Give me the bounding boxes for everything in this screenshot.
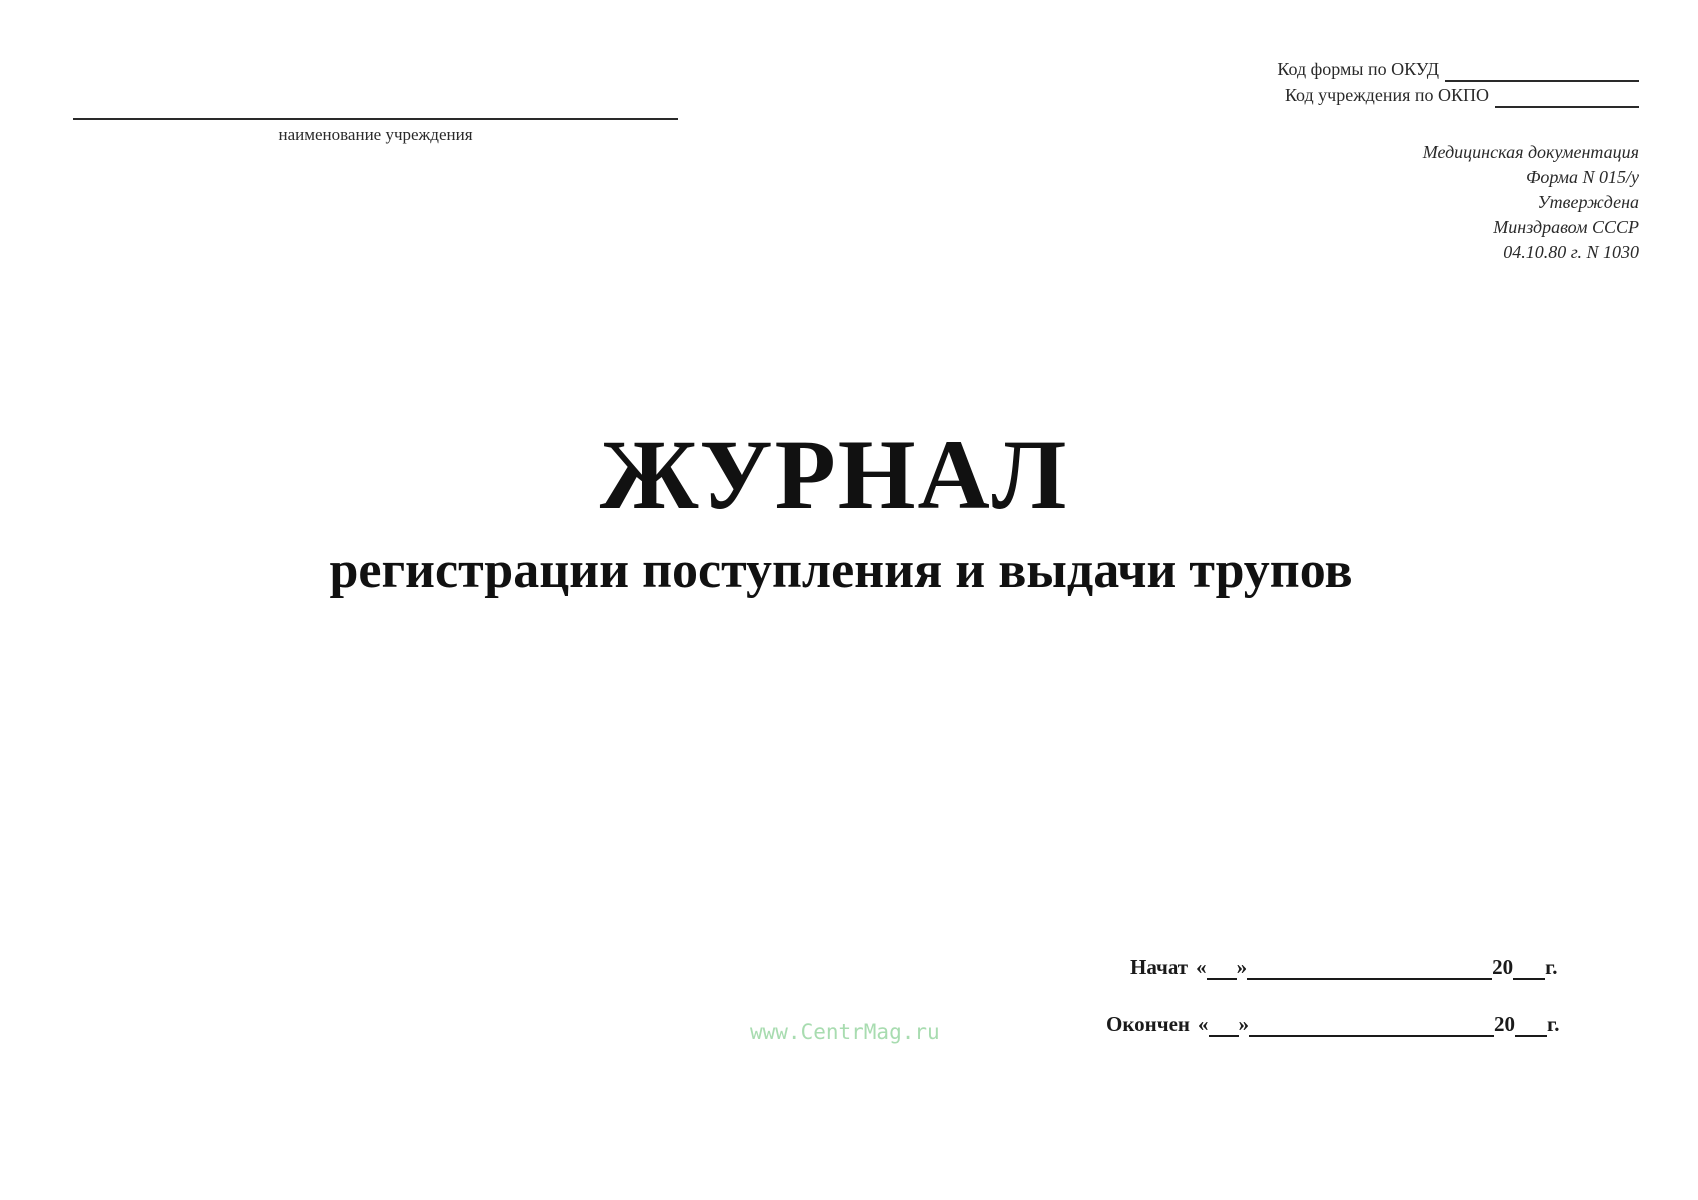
start-date-close-quote: » bbox=[1236, 955, 1248, 979]
watermark: www.CentrMag.ru bbox=[750, 1020, 940, 1044]
start-day-blank bbox=[1207, 958, 1237, 980]
okpo-code-row bbox=[1277, 82, 1639, 108]
okud-code-label: Код формы по ОКУД bbox=[1277, 59, 1439, 79]
end-year-suffix: г. bbox=[1547, 1012, 1560, 1036]
end-month-blank bbox=[1249, 1015, 1494, 1037]
start-year-blank bbox=[1513, 958, 1545, 980]
journal-subtitle: регистрации поступления и выдачи трупов bbox=[329, 542, 1353, 599]
end-year-prefix: 20 bbox=[1494, 1012, 1516, 1036]
end-year-blank bbox=[1515, 1015, 1547, 1037]
approval-line-form-number: Форма N 015/у bbox=[1525, 167, 1639, 187]
okpo-code-blank bbox=[1495, 88, 1639, 108]
approval-line-approved: Утверждена bbox=[1537, 192, 1639, 212]
end-day-blank bbox=[1209, 1015, 1239, 1037]
form-codes-block bbox=[1277, 56, 1639, 108]
approval-line-ministry: Минздравом СССР bbox=[1493, 217, 1639, 237]
end-date-close-quote: » bbox=[1238, 1012, 1250, 1036]
end-date-open-quote: « bbox=[1198, 1012, 1209, 1036]
start-date-open-quote: « bbox=[1196, 955, 1207, 979]
okud-code-blank bbox=[1445, 62, 1639, 82]
start-date-row bbox=[1130, 955, 1558, 980]
start-month-blank bbox=[1247, 958, 1492, 980]
journal-title: ЖУРНАЛ bbox=[599, 419, 1069, 530]
okud-code-row bbox=[1277, 56, 1639, 82]
institution-name-line bbox=[73, 118, 678, 120]
start-date-label: Начат bbox=[1130, 955, 1189, 979]
institution-name-caption: наименование учреждения bbox=[278, 125, 473, 144]
end-date-row bbox=[1106, 1012, 1559, 1037]
start-year-suffix: г. bbox=[1545, 955, 1558, 979]
start-year-prefix: 20 bbox=[1492, 955, 1514, 979]
okpo-code-label: Код учреждения по ОКПО bbox=[1284, 85, 1489, 105]
end-date-label: Окончен bbox=[1106, 1012, 1191, 1036]
approval-line-documentation: Медицинская документация bbox=[1422, 142, 1639, 162]
institution-name-field bbox=[73, 118, 678, 145]
form-approval-block bbox=[1423, 140, 1639, 265]
approval-line-order-date: 04.10.80 г. N 1030 bbox=[1503, 242, 1639, 262]
